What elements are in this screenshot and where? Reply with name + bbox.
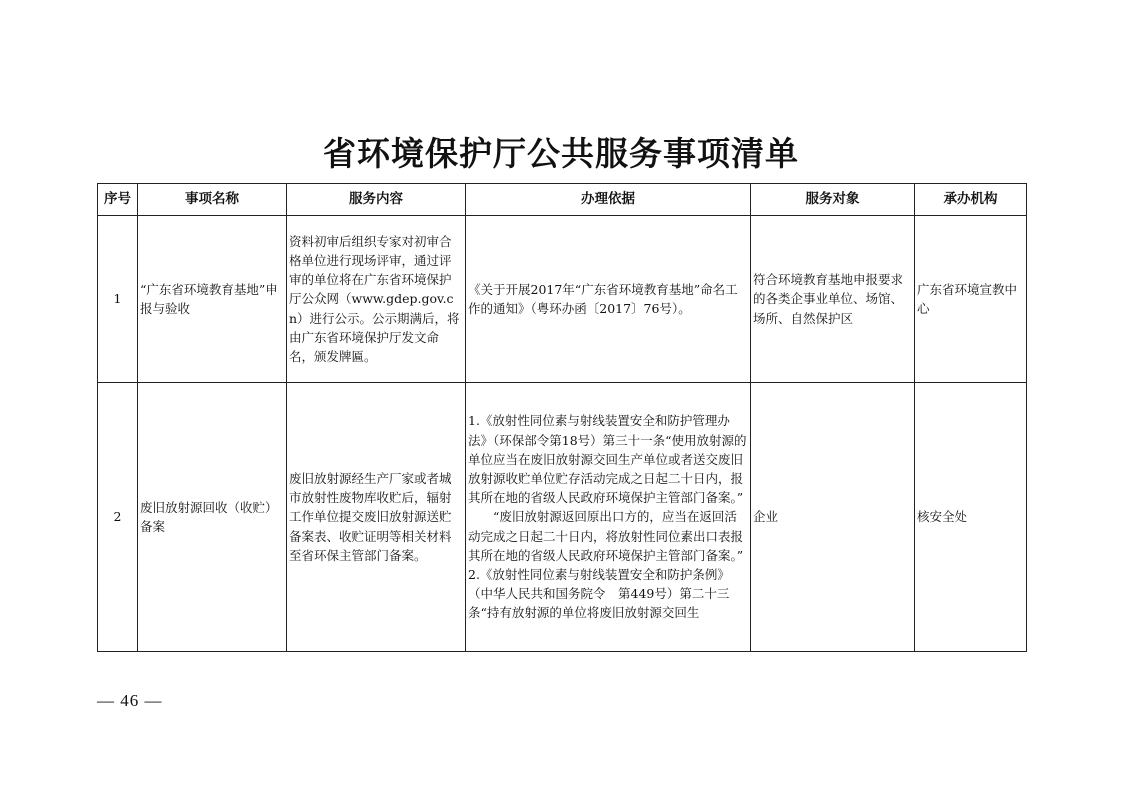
- cell-item-name: “广东省环境教育基地”申报与验收: [138, 216, 287, 383]
- cell-seq: 1: [98, 216, 138, 383]
- header-item-name: 事项名称: [138, 184, 287, 216]
- cell-agency: 核安全处: [915, 383, 1027, 652]
- header-agency: 承办机构: [915, 184, 1027, 216]
- table-row: [98, 216, 1027, 383]
- header-seq: 序号: [98, 184, 138, 216]
- header-basis: 办理依据: [466, 184, 751, 216]
- cell-service-content: 废旧放射源经生产厂家或者城市放射性废物库收贮后，辐射工作单位提交废旧放射源送贮备案表、收贮证明等相关材料至省环保主管部门备案。: [287, 383, 466, 652]
- cell-service-target: 企业: [751, 383, 915, 652]
- cell-service-target: 符合环境教育基地申报要求的各类企事业单位、场馆、场所、自然保护区: [751, 216, 915, 383]
- table-header-row: [98, 184, 1027, 216]
- basis-paragraph: 2.《放射性同位素与射线装置安全和防护条例》（中华人民共和国务院令 第449号）第二十三条“持有放射源的单位将废旧放射源交回生: [468, 567, 730, 621]
- cell-basis: 《关于开展2017年“广东省环境教育基地”命名工作的通知》（粤环办函〔2017〕76号）。: [466, 216, 751, 383]
- cell-service-content: 资料初审后组织专家对初审合格单位进行现场评审，通过评审的单位将在广东省环境保护厅公众网（www.gdep.gov.cn）进行公示。公示期满后，将由广东省环境保护厅发文命名，颁发牌匾。: [287, 216, 466, 383]
- header-service-target: 服务对象: [751, 184, 915, 216]
- cell-basis: [466, 383, 751, 652]
- cell-seq: 2: [98, 383, 138, 652]
- service-items-table: [97, 183, 1027, 652]
- page-title: 省环境保护厅公共服务事项清单: [323, 134, 799, 173]
- basis-paragraph: 1.《放射性同位素与射线装置安全和防护管理办法》（环保部令第18号）第三十一条“使用放射源的单位应当在废旧放射源交回生产单位或者送交废旧放射源收贮单位贮存活动完成之日起二十日内，报其所在地的省级人民政府环境保护主管部门备案。”: [468, 413, 747, 506]
- cell-item-name: 废旧放射源回收（收贮）备案: [138, 383, 287, 652]
- table-row: [98, 383, 1027, 652]
- cell-agency: 广东省环境宣教中心: [915, 216, 1027, 383]
- page-number: — 46 —: [97, 691, 163, 710]
- basis-paragraph: “废旧放射源返回原出口方的，应当在返回活动完成之日起二十日内，将放射性同位素出口表报其所在地的省级人民政府环境保护主管部门备案。”: [468, 509, 744, 563]
- header-service-content: 服务内容: [287, 184, 466, 216]
